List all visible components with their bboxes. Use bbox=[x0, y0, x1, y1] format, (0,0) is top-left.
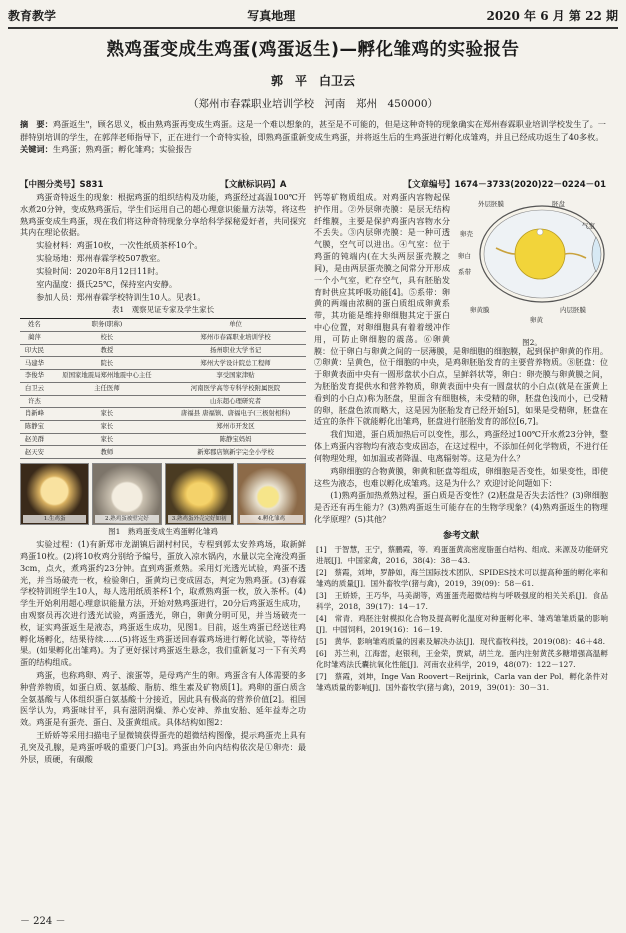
keywords-label: 关键词： bbox=[20, 144, 53, 155]
photo-chick bbox=[237, 463, 306, 525]
table-cell: 山东超心理研究者 bbox=[165, 395, 306, 408]
table-row bbox=[20, 421, 306, 434]
paragraph: 室内温度：摄氏25℃，保持室内安静。 bbox=[36, 278, 177, 289]
table-row bbox=[20, 446, 306, 459]
table-body bbox=[20, 331, 306, 458]
yolk-shape bbox=[515, 229, 565, 279]
reference-item: [2] 蔡霞，刘坤，罗静如，海兰国际技术团队．SPIDES技术可以提高种蛋的孵化率和雏鸡的质量[J]．国外畜牧学(猪与禽)，2019，39(09)：58－61. bbox=[316, 567, 608, 588]
table-cell: 家长 bbox=[49, 433, 165, 446]
figure-1-photos bbox=[20, 463, 306, 525]
table-cell: 教师 bbox=[49, 446, 165, 459]
table-cell: 赵美群 bbox=[20, 433, 49, 446]
label-chalaza: 系带 bbox=[458, 268, 471, 276]
table-cell: 原国家地震局郑州地震中心主任 bbox=[49, 370, 165, 383]
paragraph: 王娇娇等采用扫描电子显微镜获得蛋壳的超微结构图像，提示鸡蛋壳上具有孔突及孔腺，是鸡蛋呼吸的重要门户[3]。鸡蛋由外向内结构依次是①卵壳：最外层，质硬，有碳酸 bbox=[20, 730, 306, 764]
paragraph: 参加人员：郑州春霖学校特训生10人。见表1。 bbox=[36, 291, 206, 302]
right-column bbox=[314, 192, 608, 694]
header-rule bbox=[8, 27, 618, 29]
label-yolk: 卵黄 bbox=[530, 316, 543, 324]
doc-code: 【文献标识码】A bbox=[220, 180, 287, 190]
table-cell: 河南医学高等专科学校附属医院 bbox=[165, 382, 306, 395]
reference-item: [5] 黄华．影响雏鸡质量的因素及解决办法[J]．现代畜牧科技，2019(08)：46＋48. bbox=[316, 636, 606, 646]
table-cell: 院长 bbox=[49, 357, 165, 370]
table-row bbox=[20, 433, 306, 446]
table-cell: 教授 bbox=[49, 344, 165, 357]
reference-item: [1] 于智慧，王宁，蔡鹏霞，等．鸡蛋蛋黄高密度脂蛋白结构、组成、来源及功能研究进展[J]．中国家禽，2016，38(4)：38－43. bbox=[316, 544, 608, 565]
authors: 郭 平 白卫云 bbox=[270, 74, 355, 88]
label-outer-membrane: 外层胚膜 bbox=[478, 200, 504, 208]
table-cell: 家长 bbox=[49, 421, 165, 434]
table-cell: 郑州市开发区 bbox=[165, 421, 306, 434]
keywords-text: 生鸡蛋；熟鸡蛋；孵化雏鸡；实验报告 bbox=[52, 144, 192, 155]
table-cell: 白卫云 bbox=[20, 382, 49, 395]
photo-label: 4.孵化雏鸡 bbox=[240, 515, 303, 523]
table-header-row bbox=[20, 319, 306, 332]
table-cell: 主任医师 bbox=[49, 382, 165, 395]
label-air-cell: 气室 bbox=[582, 222, 595, 230]
table-row bbox=[20, 344, 306, 357]
photo-shell-intact bbox=[165, 463, 234, 525]
table-cell: 蔺萍 bbox=[20, 331, 49, 344]
table-header-cell: 单位 bbox=[165, 319, 306, 332]
label-disc: 胚盘 bbox=[552, 200, 565, 208]
paragraph: 鸡蛋，也称鸡卵、鸡子、滚蛋等，是母鸡产生的卵。鸡蛋含有人体需要的多种营养物质，如蛋白质、氨基酸、脂肪、维生素及矿物质[1]。鸡卵的蛋白质含全氨基酸与人体组织蛋白氨基酸十分接近，因此具有极高的营养价值[2]。祖国医学认为，鸡蛋味甘平，具有滋阴润燥、养心安神、养血安胎、延年益寿之功效。鸡蛋是有蛋壳、蛋白、及蛋黄组成。具体结构如图2： bbox=[20, 670, 306, 728]
reference-item: [3] 王娇娇，王巧华，马美湖等，鸡蛋蛋壳超微结构与呼吸强度的相关关系[J]．食品科学，2018，39(17)：14－17. bbox=[316, 590, 608, 611]
figure-2-egg-diagram bbox=[456, 192, 608, 347]
photo-cooked-egg bbox=[92, 463, 161, 525]
table-cell: 新郑郡店镇新宇完全小学校 bbox=[165, 446, 306, 459]
reference-item: [6] 苏兰利，江海雷，赵银利，王金荣，贾斌，胡兰龙．蛋内注射黄芪多糖增强高温孵化时雏鸡法氏囊抗氧化性能[J]．河南农业科学，2019，48(07)：122－127. bbox=[316, 648, 608, 669]
references-list bbox=[314, 544, 608, 693]
table-row bbox=[20, 357, 306, 370]
figure-1-caption: 图1 熟鸡蛋变成生鸡蛋孵化雏鸡 bbox=[108, 527, 218, 537]
abstract-label: 摘 要： bbox=[20, 119, 53, 129]
paragraph: 实验过程：(1)有新郑市龙湖镇后湖村村民，专程到郭太安养鸡场，取新鲜鸡蛋10枚。(2)将10枚鸡分别给予编号，蛋放入凉水锅内，水量以完全淹没鸡蛋3cm，点火，煮鸡蛋约23分钟。直到鸡蛋煮熟。采用灯光透光试验，鸡蛋不透光，并当场破壳一枚，检验卵白，蛋黄均已变成固态，判定为熟鸡蛋。(3)春霖学校特训班学生10人，每人选用纸质茶杯1个，取煮熟鸡蛋一枚，放入茶杯。(4)学生开始利用超心理意识能量方法，开始对熟鸡蛋进行，20分后鸡蛋返生成功，由观察员再次进行透光试验，鸡蛋透光，卵白，卵黄分明可见，并当场破壳一枚，证实鸡蛋返生是液态，鸡蛋返生成功，见图1。目前，返生鸡蛋已经送往鸡孵化场孵化，结果待续……(5)将返生鸡蛋送回春霖鸡场进行孵化试验，等待结果。(如果孵化出雏鸡)。为了更好探讨鸡蛋返生悬念，我们重新复习一下有关鸡蛋的结构组成。 bbox=[20, 539, 306, 668]
table-row bbox=[20, 408, 306, 421]
table-cell: 校长 bbox=[49, 331, 165, 344]
photo-label: 3.熟鸡蛋外壳完好如初 bbox=[168, 515, 231, 523]
photo-raw-egg bbox=[20, 463, 89, 525]
egg-structure-diagram bbox=[456, 192, 608, 332]
label-shell: 卵壳 bbox=[460, 230, 473, 238]
header-right: 2020 年 6 月 第 22 期 bbox=[486, 8, 618, 23]
header-center: 写真地理 bbox=[247, 8, 296, 23]
table-row bbox=[20, 395, 306, 408]
label-inner-membrane: 内层胚膜 bbox=[560, 306, 586, 314]
table-row bbox=[20, 331, 306, 344]
germinal-disc-shape bbox=[537, 229, 543, 235]
table-cell: 享受国家津贴 bbox=[165, 370, 306, 383]
photo-label: 2.熟鸡蛋被壁完好 bbox=[95, 515, 158, 523]
article-number: 【文章编号】1674－3733(2020)22－0224－01 bbox=[403, 180, 606, 190]
table-row bbox=[20, 370, 306, 383]
figure-2-caption: 图2。 bbox=[522, 337, 542, 347]
article-title: 熟鸡蛋变成生鸡蛋(鸡蛋返生)—孵化雏鸡的实验报告 bbox=[106, 40, 520, 60]
table-cell: 马建华 bbox=[20, 357, 49, 370]
header-left: 教育教学 bbox=[8, 8, 57, 23]
paragraph: 实验场地：郑州春霖学校507教室。 bbox=[36, 253, 165, 264]
paragraph: 实验时间：2020年8月12日11时。 bbox=[36, 265, 164, 276]
paragraph: (1)熟鸡蛋加热煮熟过程，蛋白质是否变性？(2)胚盘是否失去活性？(3)卵细胞是否还有再生能力？(3)熟鸡蛋返生可能存在的生物学现象？(4)熟鸡蛋返生的物理化学原理？(5)其他？ bbox=[314, 490, 608, 524]
affiliation: （郑州市春霖职业培训学校 河南 郑州 450000） bbox=[187, 98, 439, 110]
table-cell: 扬州职业大学书记 bbox=[165, 344, 306, 357]
left-column bbox=[20, 192, 306, 767]
table-header-cell: 姓名 bbox=[20, 319, 49, 332]
class-number: 【中图分类号】S831 bbox=[20, 180, 104, 190]
abstract-block bbox=[20, 118, 606, 156]
table-cell: 陈静宝妈妈 bbox=[165, 433, 306, 446]
paragraph: 鸡卵细胞的合物黄膜，卵黄和胚盘等组成，卵细胞是否变性，如果变性，即使这些为液态，也难以孵化成雏鸡。这是为什么？欢迎讨论问题如下： bbox=[314, 465, 608, 488]
table-cell: 郑州市春霖职业培训学校 bbox=[165, 331, 306, 344]
table-cell: 陈静宝 bbox=[20, 421, 49, 434]
reference-item: [7] 蔡霞，刘坤，Inge Van Roovert－Reijrink，Carla van der Pol．孵化条件对雏鸡质量的影响[J]．国外畜牧学(猪与禽)，2019，39(01)：30－31. bbox=[316, 671, 608, 692]
table-cell: 家长 bbox=[49, 408, 165, 421]
references-title: 参考文献 bbox=[442, 530, 479, 541]
label-yolk-membrane: 卵黄膜 bbox=[470, 306, 490, 314]
paragraph: 我们知道，蛋白质加热后可以变性，那么，鸡蛋经过100℃开水煮23分钟，整体上鸡蛋内容物均有液态变成固态，在这过程中，不添加任何化学物质，不进行任何物理处理，如加温或者降温、电离辐射等。这是为什么？ bbox=[314, 429, 608, 463]
paragraph: 钙等矿物质组成。对鸡蛋内容物起保护作用。②外层卵壳膜：是层无结构纤维膜，主要是保护鸡蛋内容物水分不丢失。③内层卵壳膜：是一种可透气膜，空气可以进出。④气室：位于鸡蛋的钝端内(在大头两层蛋壳膜之间)，是由两层蛋壳膜之间常分开形成一个小气室，贮存空气，具有胚胎发育时供应其呼吸功能[4]。⑤系带：卵黄的两端由浓稠的蛋白质组成卵黄系带，其功能是维持卵细胞其定于蛋白中心位置，对卵细胞具有着着缓冲作用，可防止卵细胞的震荡。⑥卵黄膜：位于卵白与卵黄之间的一层薄膜，是卵细胞的细胞膜，起到保护卵黄的作用。⑦卵黄：呈黄色，位于细胞的中央，是鸡卵胚胎发育的主要营养物质。⑧胚盘：位于卵黄表面中央有一圆形盘状小白点，呈鲜斜状等，卵白：卵壳膜与卵黄膜之间，为胚胎发育提供水和营养物质，卵黄表面中央有一圆盘状的小白点(就是在蛋黄上看到的小白点)称为胚盘，里面含有细胞核，未受精的卵，胚盘色浅而小，已受精的卵，胚盘色浓而略大，这是因为胚胎发育已经开始[5]，如果是受精卵，胚盘在适宜的条件下就能孵化出雏鸡，胚盘进行胚胎发育的部位[6,7]。 bbox=[314, 192, 608, 427]
table-cell bbox=[49, 395, 165, 408]
table-cell: 赵天安 bbox=[20, 446, 49, 459]
page-number: － 224 － bbox=[20, 916, 66, 927]
classification-line bbox=[20, 178, 606, 190]
abstract-text: 鸡蛋返生"，顾名思义，板由熟鸡蛋再变成生鸡蛋。这是一个难以想象的，甚至是不可能的，但是这种奇特的现象确实在郑州春霖职业培训学校发生了。一群特别培训的学生，在郭萍老师指导下，正在进行一个奇特实验，即熟鸡蛋重新变成生鸡蛋，并将返生后的生鸡蛋进行孵化成雏鸡，并且已经成功返生了40多枚。 bbox=[20, 119, 606, 142]
table-cell: 李俊华 bbox=[20, 370, 49, 383]
reference-item: [4] 常青．鸡胚注射模拟化合物及提高孵化温度对种蛋孵化率、雏鸡雏雏质量的影响[J]．中国饲料，2019(16)：16－19. bbox=[316, 613, 608, 634]
observer-table bbox=[20, 318, 306, 459]
table-cell: 唐福县 唐福镇、唐福电子(三极射相科) bbox=[165, 408, 306, 421]
table-cell: 肖新峰 bbox=[20, 408, 49, 421]
table-row bbox=[20, 382, 306, 395]
label-albumen: 卵白 bbox=[458, 252, 471, 260]
table-caption: 表1 观察见证专家及学生家长 bbox=[111, 305, 215, 315]
table-header-cell: 职务(职称) bbox=[49, 319, 165, 332]
paragraph: 实验材料：鸡蛋10枚，一次性纸质茶杯10个。 bbox=[36, 240, 203, 251]
photo-label: 1.生鸡蛋 bbox=[23, 515, 86, 523]
table-cell: 印大民 bbox=[20, 344, 49, 357]
table-cell: 郑州大学设计院总工程师 bbox=[165, 357, 306, 370]
paragraph: 鸡蛋奇特返生的现象：根据鸡蛋的组织结构及功能，鸡蛋经过高温100℃开水煮20分钟，变成熟鸡蛋后，学生们运用自己的超心理意识能量方法等，将这些熟鸡蛋变成生鸡蛋，现在我们将这种奇特现象分享给科学探秘爱好者，共同探究其内在理论依据。 bbox=[20, 192, 306, 238]
table-cell: 许杰 bbox=[20, 395, 49, 408]
page-header bbox=[8, 4, 618, 26]
